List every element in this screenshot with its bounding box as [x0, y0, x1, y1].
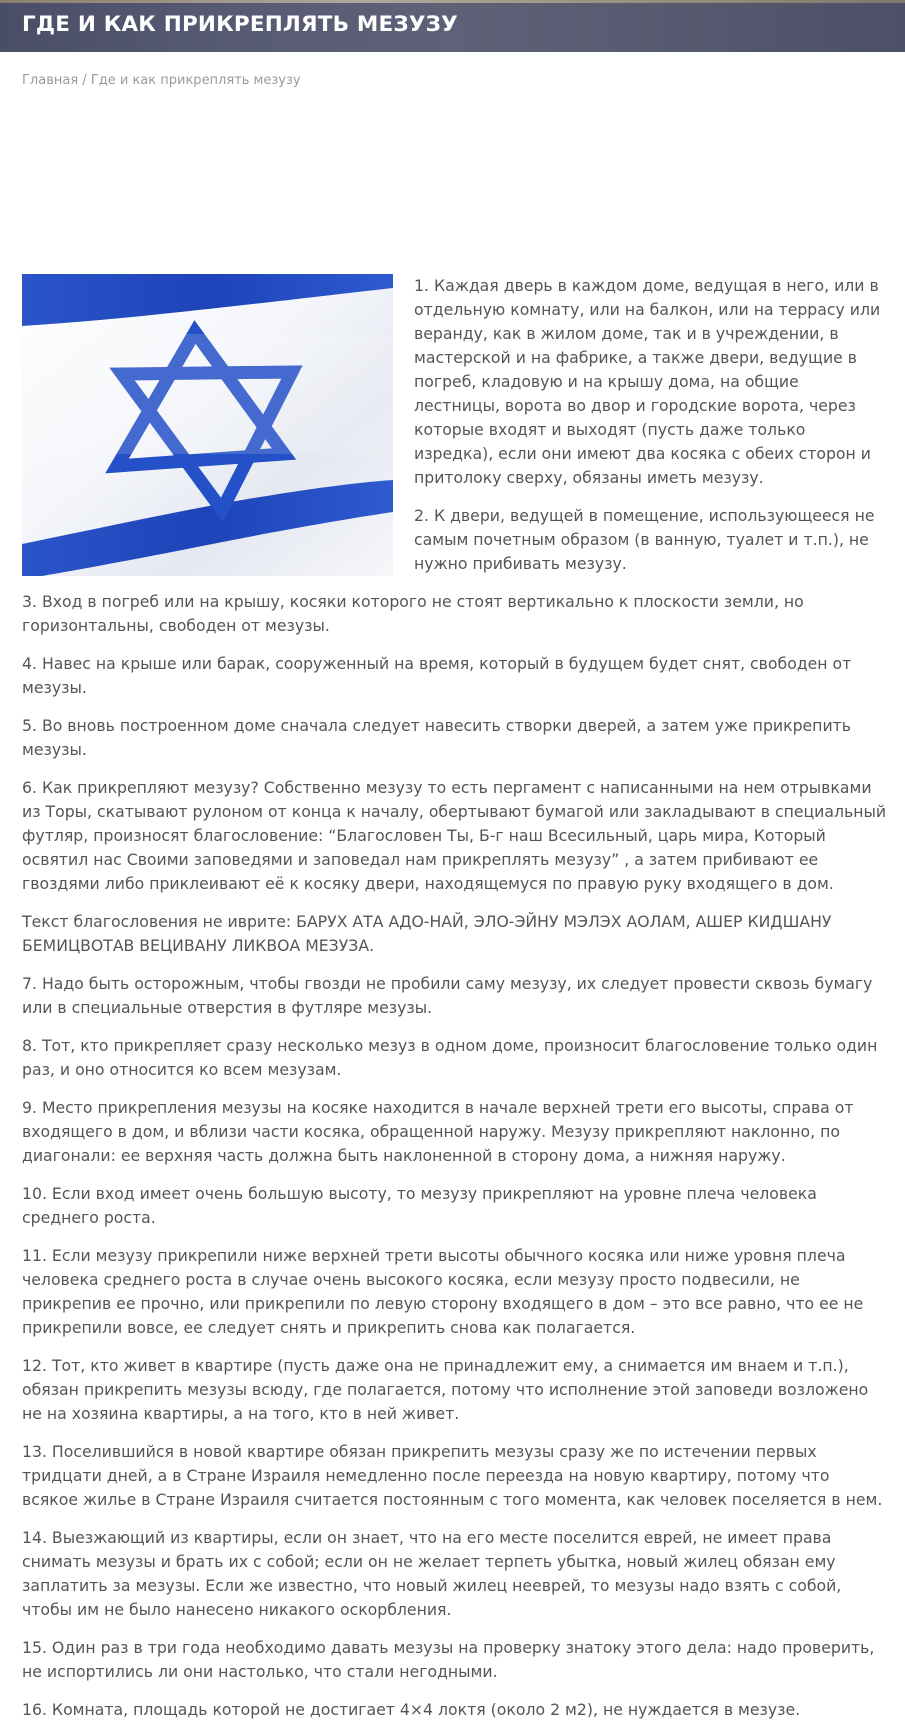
article-paragraph-7: 7. Надо быть осторожным, чтобы гвозди не пробили саму мезузу, их следует провести сквозь бумагу или в специальные отверстия в футляре мезузы. — [22, 974, 873, 1017]
article-paragraph-1: 1. Каждая дверь в каждом доме, ведущая в него, или в отдельную комнату, или на балкон, или на террасу или веранду, как в жилом доме, так и в учреждении, в мастерской и на фабрике, а также двери, ведущие в погреб, кладовую и на крышу дома, на общие лестницы, ворота во двор и городские ворота, через которые входят и выходят (пусть даже только изредка), если они имеют два косяка с обеих сторон и притолоку сверху, обязаны иметь мезузу. — [414, 276, 881, 487]
article-paragraph-9: 9. Место прикрепления мезузы на косяке находится в начале верхней трети его высоты, справа от входящего в дом, и вблизи части косяка, обращенной наружу. Мезузу прикрепляют наклонно, по диагонали: ее верхняя часть должна быть наклоненной в сторону дома, а нижняя наружу. — [22, 1098, 854, 1165]
flag-highlight — [22, 334, 393, 454]
article-paragraph-16: 16. Комната, площадь которой не достигает 4×4 локтя (около 2 м2), не нуждается в мезузе. — [22, 1700, 801, 1719]
article-paragraph-14: 14. Выезжающий из квартиры, если он знает, что на его месте поселится еврей, не имеет права снимать мезузы и брать их с собой; если он не желает терпеть убытка, новый жилец обязан ему заплатить за мезузы. Если же известно, что новый жилец нееврей, то мезузы надо взять с собой, чтобы им не было нанесено никакого оскорбления. — [22, 1528, 842, 1619]
article-paragraph-2: 2. К двери, ведущей в помещение, использующееся не самым почетным образом (в ванную, туалет и т.п.), не нужно прибивать мезузу. — [414, 506, 875, 573]
page-title: ГДЕ И КАК ПРИКРЕПЛЯТЬ МЕЗУЗУ — [22, 12, 458, 37]
article-paragraph-15: 15. Один раз в три года необходимо давать мезузы на проверку знатоку этого дела: надо проверить, не испортились ли они настолько, что стали негодными. — [22, 1638, 875, 1681]
article-paragraph-12: 12. Тот, кто живет в квартире (пусть даже она не принадлежит ему, а снимается им внаем и т.п.), обязан прикрепить мезузы всюду, где полагается, потому что исполнение этой заповеди возложено не на хозяина квартиры, а на того, кто в ней живет. — [22, 1356, 869, 1423]
breadcrumb-current: Где и как прикреплять мезузу — [90, 73, 301, 88]
article-paragraph-5: 5. Во вновь построенном доме сначала следует навесить створки дверей, а затем уже прикрепить мезузы. — [22, 716, 852, 759]
article-paragraph-10: 10. Если вход имеет очень большую высоту, то мезузу прикрепляют на уровне плеча человека среднего роста. — [22, 1184, 817, 1227]
breadcrumb-separator: / — [82, 73, 87, 88]
article-paragraph-6: 6. Как прикрепляют мезузу? Собственно мезузу то есть пергамент с написанными на нем отрывками из Торы, скатывают рулоном от конца к началу, обертывают бумагой или закладывают в специальный футляр, произносят благословение: “Благословен Ты, Б-г наш Всесильный, царь мира, Который освятил нас Своими заповедями и заповедал нам прикреплять мезузу” , а затем прибивают ее гвоздями либо приклеивают её к косяку двери, находящемуся по правую руку входящего в дом. — [22, 778, 887, 893]
header-background-strip — [0, 0, 905, 3]
article-paragraph-13: 13. Поселившийся в новой квартире обязан прикрепить мезузы сразу же по истечении первых тридцати дней, а в Стране Израиля немедленно после переезда на новую квартиру, потому что всякое жилье в Стране Израиля считается постоянным с того момента, как человек поселяется в нем. — [22, 1442, 883, 1509]
article-paragraph-8: 8. Тот, кто прикрепляет сразу несколько мезуз в одном доме, произносит благословение только один раз, и оно относится ко всем мезузам. — [22, 1036, 878, 1079]
article-body — [22, 274, 888, 1736]
page-header — [0, 0, 905, 52]
article-paragraph-11: 11. Если мезузу прикрепили ниже верхней трети высоты обычного косяка или ниже уровня плеча человека среднего роста в случае очень высокого косяка, если мезузу просто подвесили, не прикрепив ее прочно, или прикрепили по левую сторону входящего в дом – это все равно, что ее не прикрепили вовсе, ее следует снять и прикрепить снова как полагается. — [22, 1246, 864, 1337]
israel-flag-image — [22, 274, 393, 576]
article-paragraph-blessing: Текст благословения не иврите: БАРУХ АТА АДО-НАЙ, ЭЛО-ЭЙНУ МЭЛЭХ АОЛАМ, АШЕР КИДШАНУ БЕМИЦВОТАВ ВЕЦИВАНУ ЛИКВОА МЕЗУЗА. — [22, 912, 832, 955]
article-paragraph-4: 4. Навес на крыше или барак, сооруженный на время, который в будущем будет снят, свободен от мезузы. — [22, 654, 852, 697]
breadcrumb-home-link[interactable]: Главная — [22, 73, 79, 88]
breadcrumb — [22, 73, 301, 88]
article-paragraph-3: 3. Вход в погреб или на крышу, косяки которого не стоят вертикально к плоскости земли, но горизонтальны, свободен от мезузы. — [22, 592, 804, 635]
